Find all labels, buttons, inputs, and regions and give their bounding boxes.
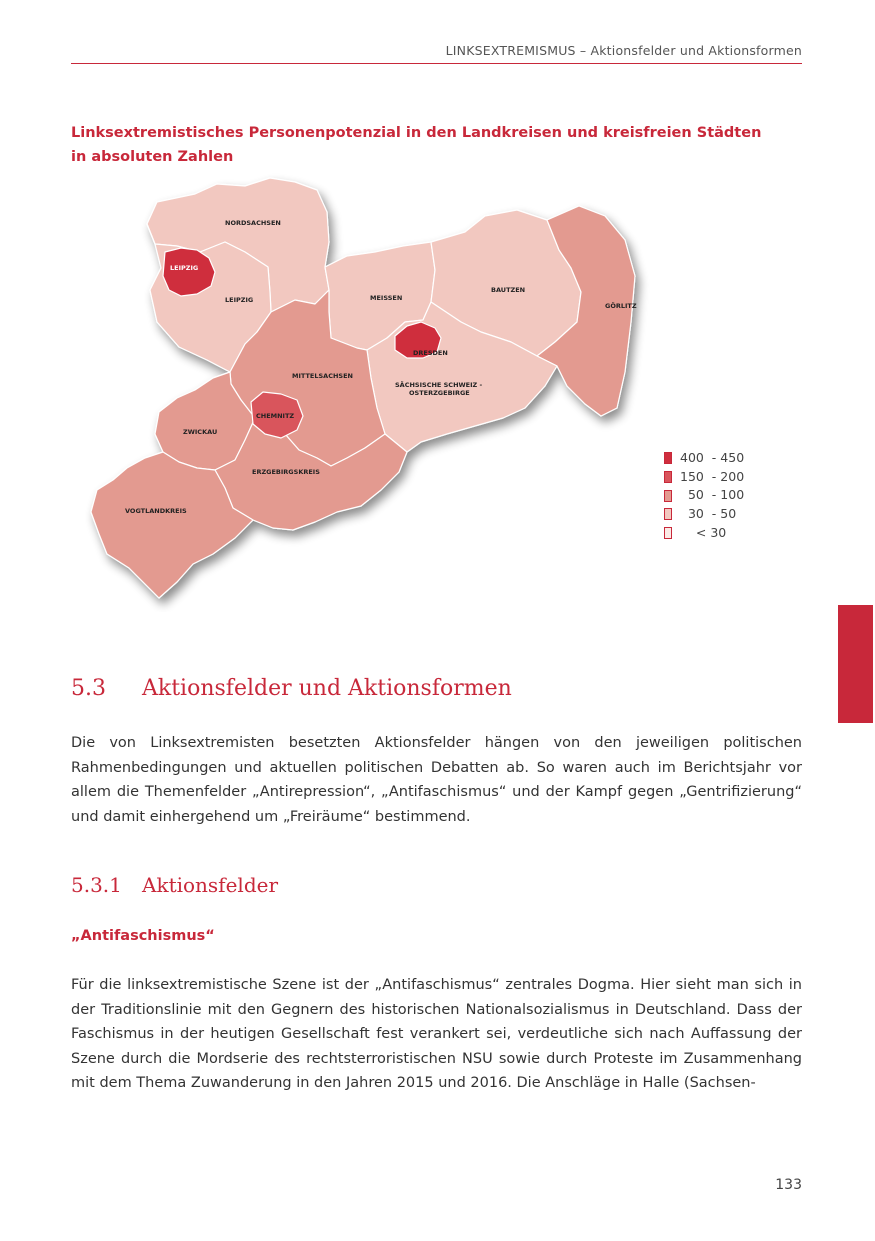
header-separator: – xyxy=(575,43,591,58)
legend-item xyxy=(664,524,784,543)
map-title xyxy=(71,121,771,169)
legend-item xyxy=(664,449,784,468)
label-leipzig: LEIPZIG xyxy=(225,296,254,304)
label-ssoe-line-1: SÄCHSISCHE SCHWEIZ - xyxy=(395,381,483,389)
saxony-map-svg xyxy=(85,172,665,612)
label-nordsachsen: NORDSACHSEN xyxy=(225,219,281,227)
legend-swatch xyxy=(664,471,672,483)
label-ssoe-line-2: OSTERZGEBIRGE xyxy=(409,389,470,397)
label-meissen: MEISSEN xyxy=(370,294,403,302)
label-dresden: DRESDEN xyxy=(413,349,448,357)
header-sub: Aktionsfelder und Aktionsformen xyxy=(590,43,802,58)
label-erzgebirgskreis: ERZGEBIRGSKREIS xyxy=(252,468,320,476)
legend-label: 400 - 450 xyxy=(680,450,745,465)
header-main: LINKSEXTREMISMUS xyxy=(445,43,576,58)
subsection-title: Aktionsfelder xyxy=(142,873,279,897)
legend-label: 30 - 50 xyxy=(680,506,737,522)
saxony-map xyxy=(85,172,665,612)
label-vogtlandkreis: VOGTLANDKREIS xyxy=(125,507,187,515)
legend-label: 150 - 200 xyxy=(680,468,745,484)
label-leipzig-city: LEIPZIG xyxy=(170,264,199,272)
section-number: 5.3 xyxy=(71,676,106,701)
map-title-line-1: Linksextremistisches Personenpotenzial in den Landkreisen und kreisfreien Städten xyxy=(71,125,762,141)
map-legend xyxy=(664,449,784,543)
label-goerlitz: GÖRLITZ xyxy=(605,302,637,310)
label-chemnitz: CHEMNITZ xyxy=(256,412,295,420)
section-paragraph: Die von Linksextremisten besetzten Aktionsfelder hängen von den jeweiligen politischen Rahmenbedingungen und aktuellen politischen Debatten ab. So waren auch im Berichtsjahr vor allem die Themenfelder „Antirepression“, „Antifaschismus“ und der Kampf gegen „Gentrifizierung“ und damit einhergehend um „Freiräume“ bestimmend. xyxy=(71,735,802,825)
running-header xyxy=(71,43,802,64)
legend-label: 50 - 100 xyxy=(680,487,745,503)
legend-item xyxy=(664,468,784,487)
label-bautzen: BAUTZEN xyxy=(491,286,526,294)
legend-swatch xyxy=(664,452,672,464)
legend-item xyxy=(664,486,784,505)
legend-item xyxy=(664,505,784,524)
chapter-tab xyxy=(838,605,873,723)
legend-swatch xyxy=(664,508,672,520)
topic-paragraph: Für die linksextremistische Szene ist der „Antifaschismus“ zentrales Dogma. Hier sieht man sich in der Traditionslinie mit den Gegnern des historischen Nationalsozialismus in Deutschland. Dass der Faschismus in der heutigen Gesellschaft fest verankert sei, verdeutliche sich nach Auffassung der Szene durch die Mordserie des rechtsterroristischen NSU sowie durch Proteste im Zusammenhang mit dem Thema Zuwanderung in den Jahren 2015 und 2016. Die Anschläge in Halle (Sachsen- xyxy=(71,977,802,1091)
legend-swatch xyxy=(664,490,672,502)
topic-heading: „Antifaschismus“ xyxy=(71,928,215,944)
map-title-line-2: in absoluten Zahlen xyxy=(71,149,234,165)
legend-label: < 30 xyxy=(680,524,727,540)
section-title: Aktionsfelder und Aktionsformen xyxy=(142,676,512,701)
label-mittelsachsen: MITTELSACHSEN xyxy=(292,372,353,380)
subsection-number: 5.3.1 xyxy=(71,873,122,897)
label-zwickau: ZWICKAU xyxy=(183,428,218,436)
page-number: 133 xyxy=(775,1177,802,1193)
legend-swatch xyxy=(664,527,672,539)
